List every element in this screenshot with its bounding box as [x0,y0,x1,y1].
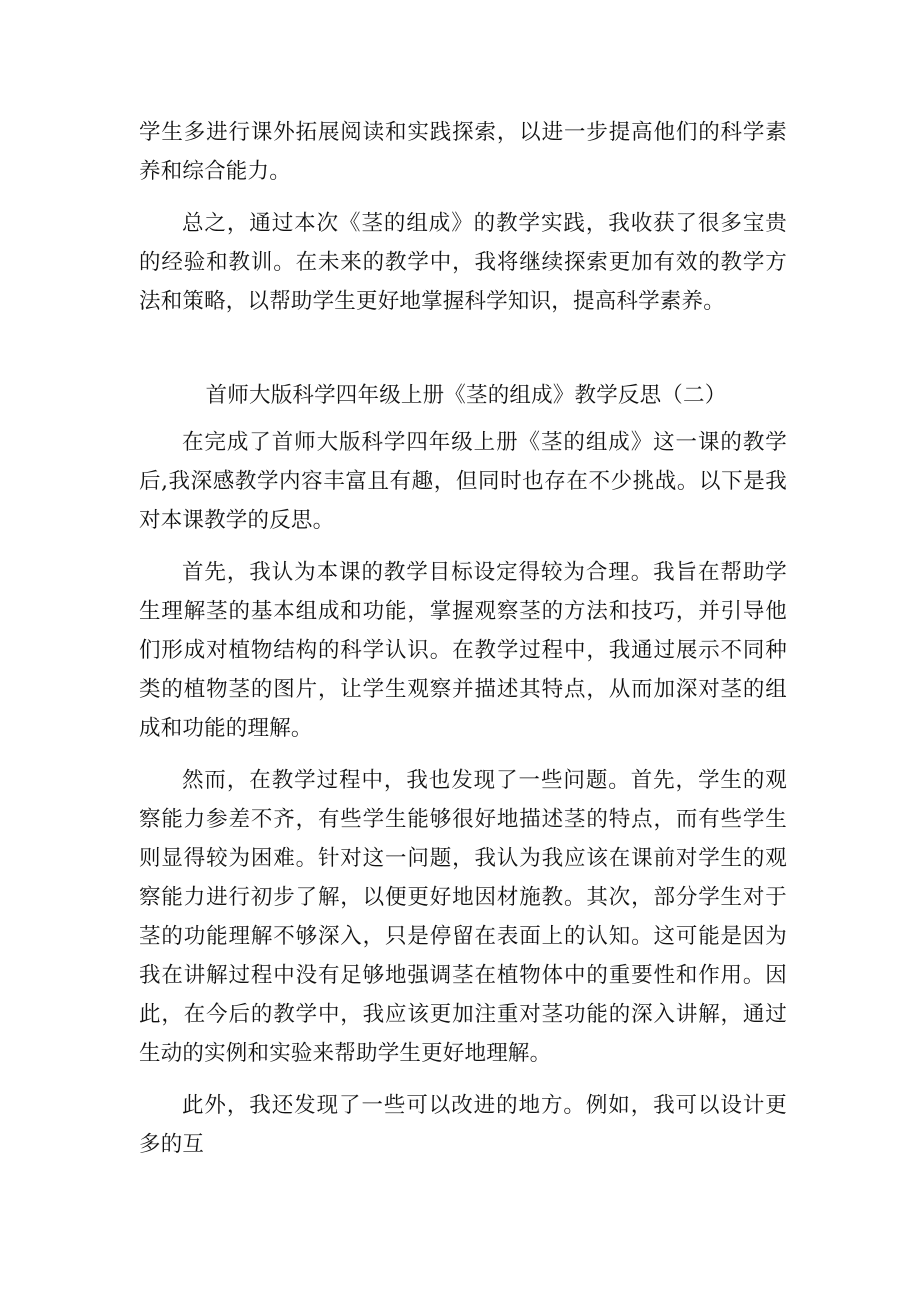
paragraph-improvements: 此外，我还发现了一些可以改进的地方。例如，我可以设计更多的互 [139,1093,787,1157]
paragraph-objectives: 首先，我认为本课的教学目标设定得较为合理。我旨在帮助学生理解茎的基本组成和功能，掌握观察茎的方法和技巧，并引导他们形成对植物结构的科学认识。在教学过程中，我通过展示不同种类的植物茎的图片，让学生观察并描述其特点，从而加深对茎的组成和功能的理解。 [139,560,787,741]
section-title: 首师大版科学四年级上册《茎的组成》教学反思（二） [205,383,727,408]
paragraph-continuation: 学生多进行课外拓展阅读和实践探索，以进一步提高他们的科学素养和综合能力。 [139,120,787,184]
section-gap [139,334,787,376]
paragraph-problems: 然而，在教学过程中，我也发现了一些问题。首先，学生的观察能力参差不齐，有些学生能够很好地描述茎的特点，而有些学生则显得较为困难。针对这一问题，我认为我应该在课前对学生的观察能力进行初步了解，以便更好地因材施教。其次，部分学生对于茎的功能理解不够深入，只是停留在表面上的认知。这可能是因为我在讲解过程中没有足够地强调茎在植物体中的重要性和作用。因此，在今后的教学中，我应该更加注重对茎功能的深入讲解，通过生动的实例和实验来帮助学生更好地理解。 [139,768,787,1066]
paragraph-intro: 在完成了首师大版科学四年级上册《茎的组成》这一课的教学后,我深感教学内容丰富且有趣，但同时也存在不少挑战。以下是我对本课教学的反思。 [139,430,787,533]
document-body [139,113,787,1177]
paragraph-summary: 总之，通过本次《茎的组成》的教学实践，我收获了很多宝贵的经验和教训。在未来的教学中，我将继续探索更加有效的教学方法和策略，以帮助学生更好地掌握科学知识，提高科学素养。 [139,211,787,314]
